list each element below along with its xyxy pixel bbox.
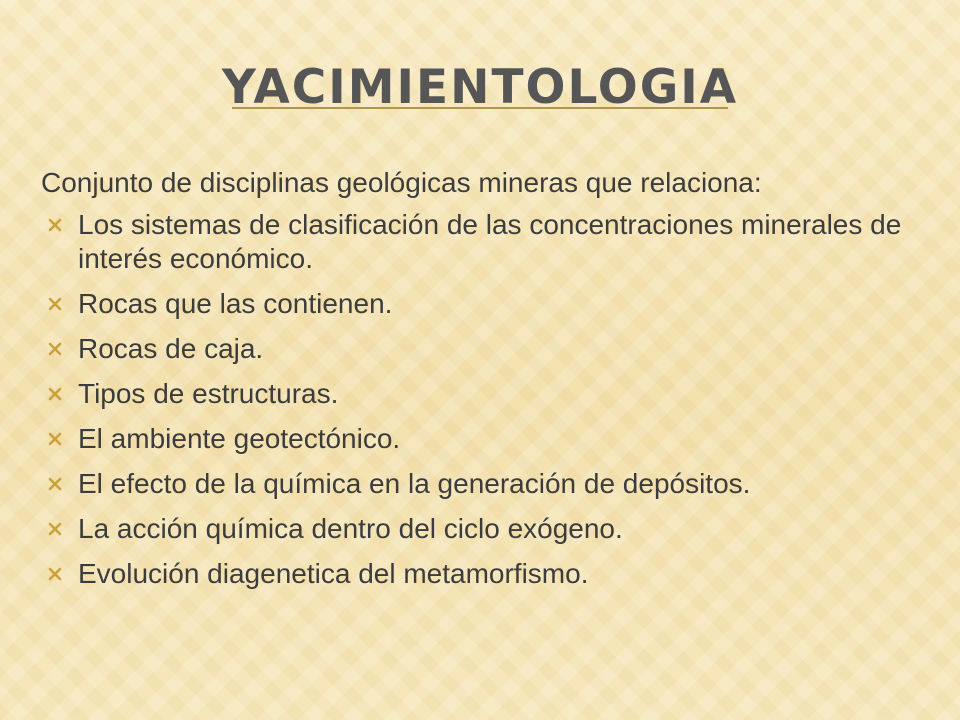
x-bullet-icon [47, 332, 63, 366]
bullet-text: La acción química dentro del ciclo exógeno. [78, 513, 623, 544]
x-bullet-icon [47, 287, 63, 321]
slide-body [41, 166, 921, 602]
bullet-item [41, 208, 921, 276]
intro-text: Conjunto de disciplinas geológicas mineras que relaciona: [41, 167, 762, 198]
bullet-item [41, 557, 921, 591]
bullet-item [41, 422, 921, 456]
bullet-item [41, 377, 921, 411]
bullet-text: Rocas que las contienen. [78, 288, 393, 319]
bullet-text: Los sistemas de clasificación de las concentraciones minerales de interés económico. [78, 209, 902, 274]
bullet-text: El ambiente geotectónico. [78, 423, 401, 454]
x-bullet-icon [47, 512, 63, 546]
bullet-item [41, 287, 921, 321]
x-bullet-icon [47, 557, 63, 591]
bullet-list [41, 208, 921, 591]
x-bullet-icon [47, 377, 63, 411]
slide-title: YACIMIENTOLOGIA [221, 60, 739, 115]
x-bullet-icon [47, 422, 63, 456]
bullet-text: Tipos de estructuras. [78, 378, 339, 409]
bullet-text: Evolución diagenetica del metamorfismo. [78, 558, 589, 589]
bullet-item [41, 467, 921, 501]
x-bullet-icon [47, 467, 63, 501]
bullet-item [41, 512, 921, 546]
bullet-text: El efecto de la química en la generación de depósitos. [78, 468, 751, 499]
x-bullet-icon [47, 208, 63, 242]
bullet-item [41, 332, 921, 366]
bullet-text: Rocas de caja. [78, 333, 264, 364]
